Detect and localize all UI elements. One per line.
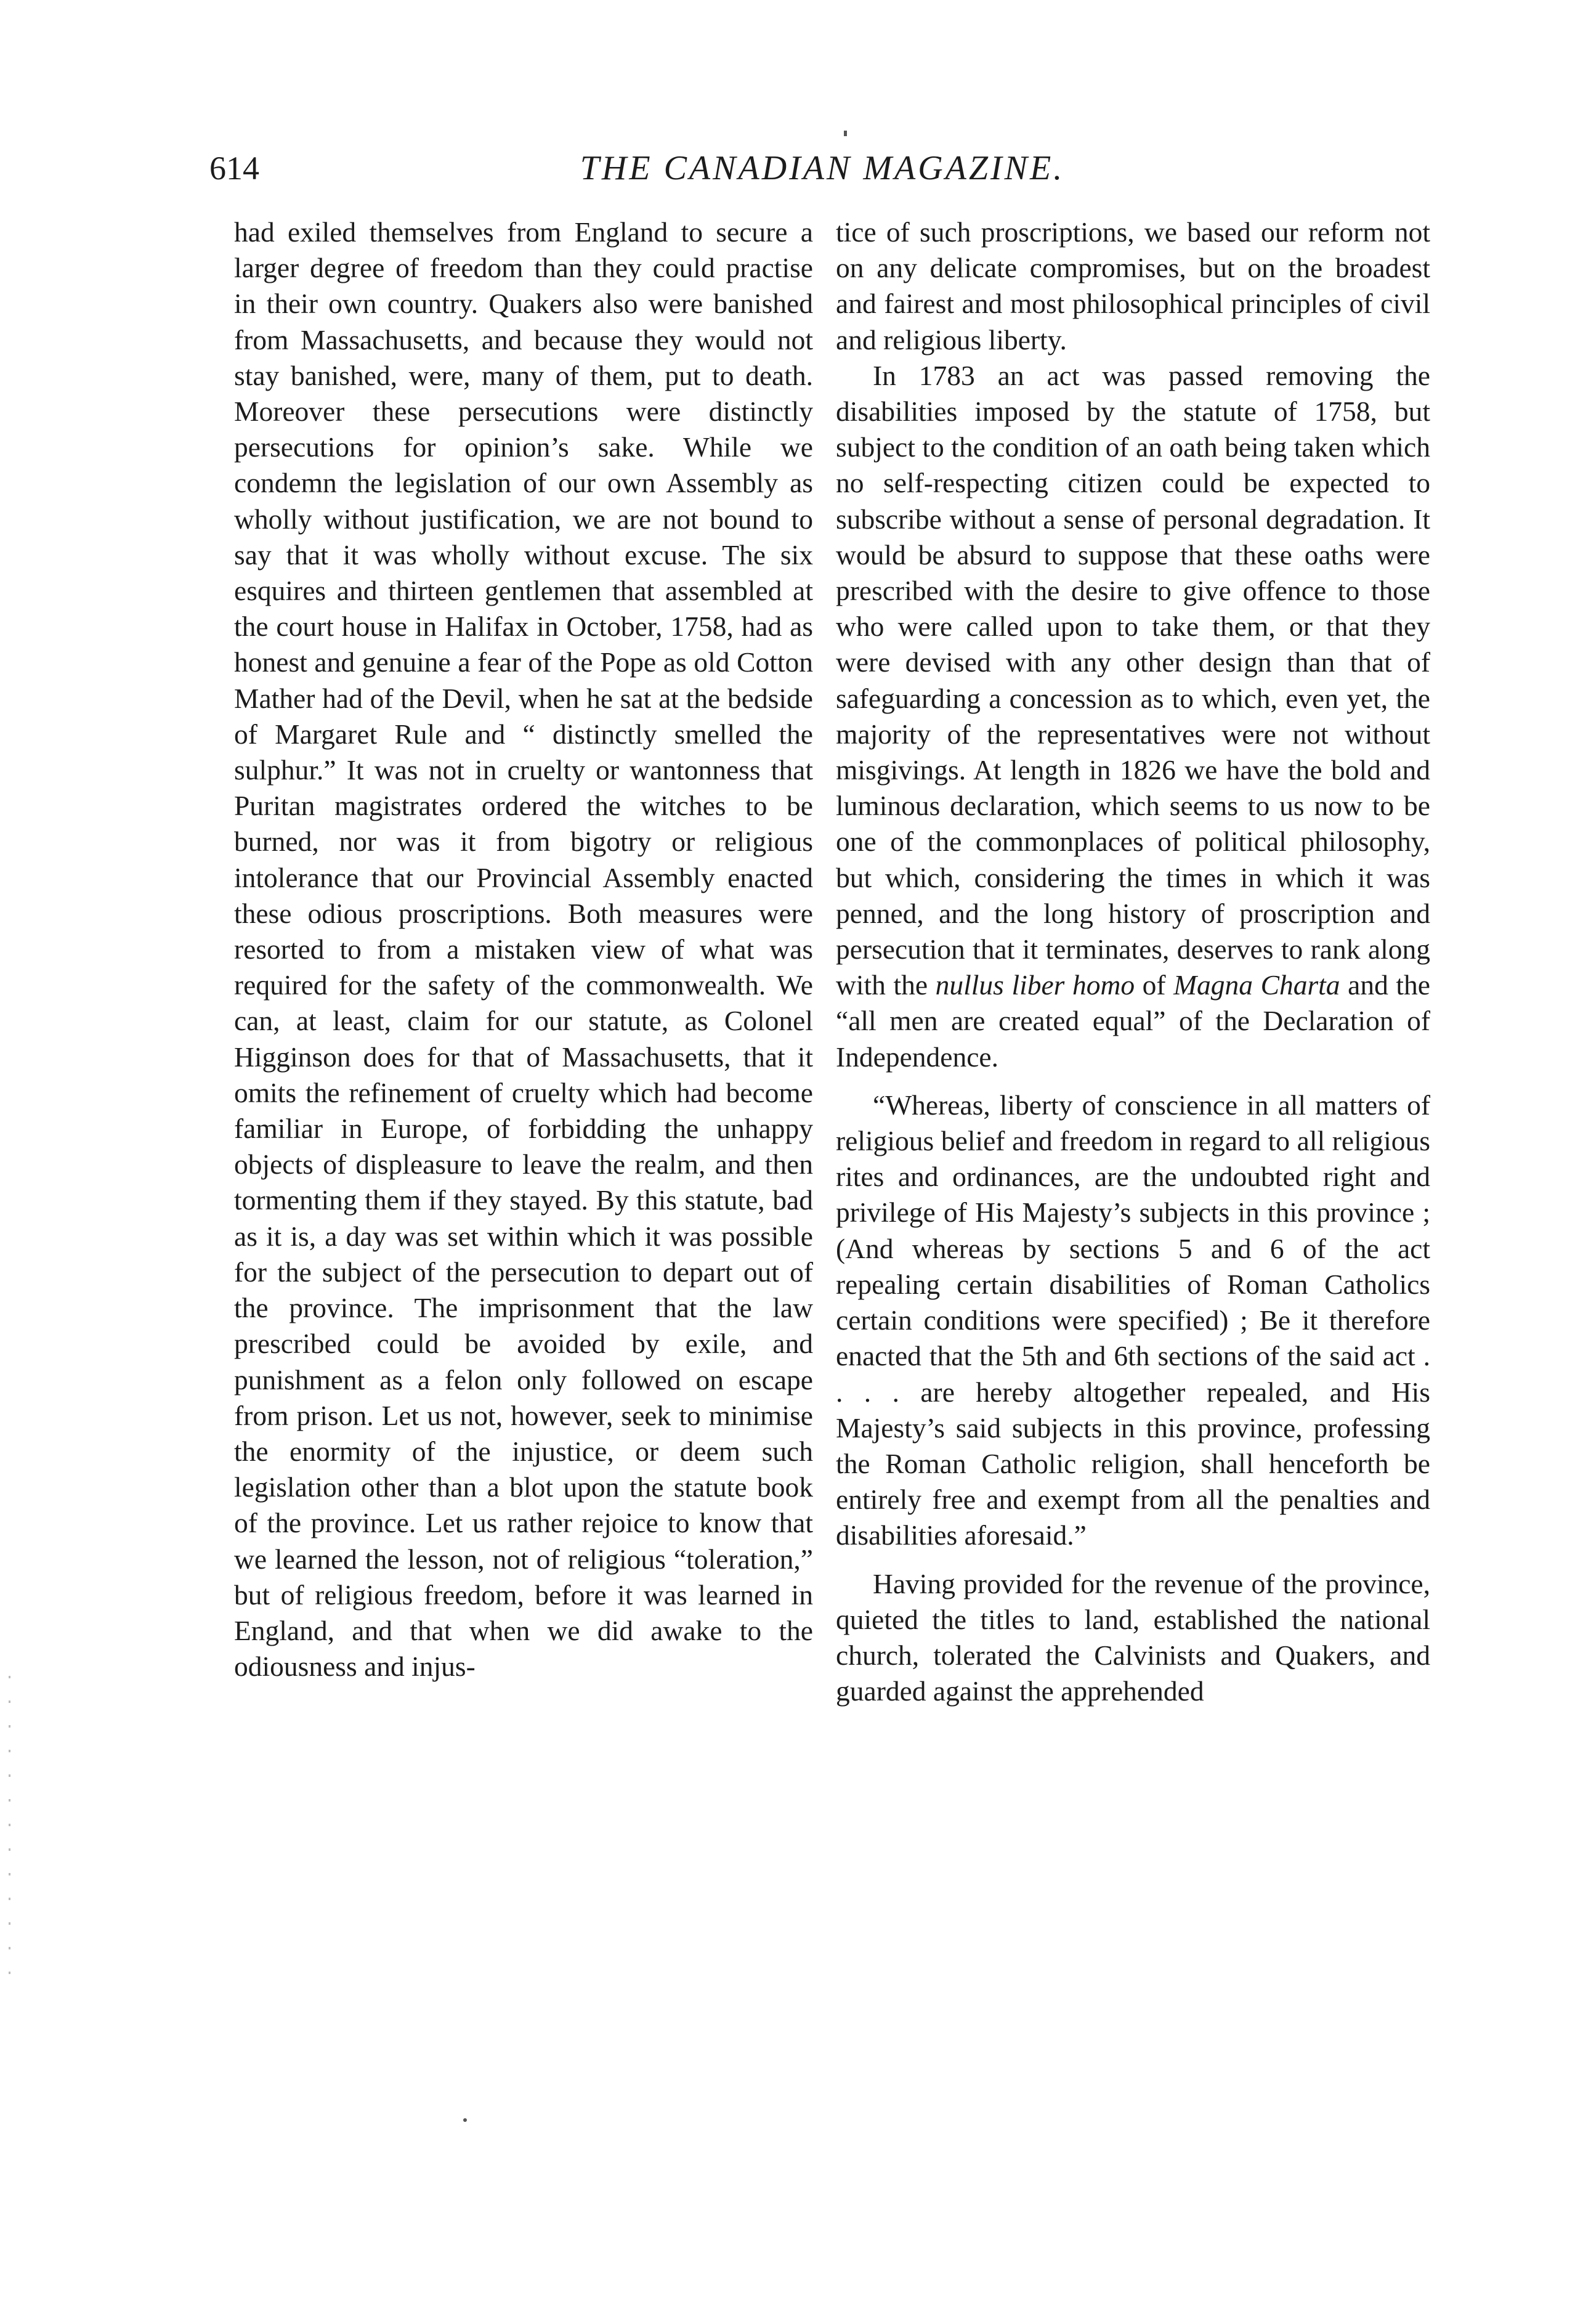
- latin-phrase: nullus liber homo: [935, 969, 1135, 1001]
- magna-charta-title: Magna Charta: [1173, 969, 1340, 1001]
- right-paragraph-1: tice of such proscriptions, we based our reform not on any delicate compromises, but on the broadest and fairest and most philosophical principles of civil and religious liberty.: [836, 216, 1430, 356]
- right-paragraph-3-quotation: “Whereas, liberty of conscience in all matters of religious belief and freedom in regard to all religious rites and ordinances, are the undoubted right and privilege of His Majesty’s subjects in this province ; (And whereas by sections 5 and 6 of the act repealing certain disabilities of Roman Catholics certain conditions were specified) ; Be it therefore enacted that the 5th and 6th sections of the said act . . . . are hereby altogether repealed, and His Majesty’s said subjects in this province, professing the Roman Catholic religion, shall henceforth be entirely free and exempt from all the penalties and disabilities aforesaid.”: [836, 1089, 1430, 1551]
- paragraph-2-text-after: and the “all men are created equal” of the Declaration of Independence.: [836, 969, 1430, 1073]
- right-paragraph-2: [836, 358, 1430, 1075]
- page-header: [209, 140, 1435, 196]
- print-mark: [844, 131, 847, 136]
- print-speck: [463, 2118, 467, 2122]
- right-column: [836, 214, 1430, 1709]
- left-paragraph-1: had exiled themselves from England to secure a larger degree of freedom than they could practise in their own country. Quakers also were banished from Massachusetts, and because they would not stay banished, were, many of them, put to death. Moreover these persecutions were distinctly persecutions for opinion’s sake. While we condemn the legislation of our own Assembly as wholly without justification, we are not bound to say that it was wholly without excuse. The six esquires and thirteen gentlemen that assembled at the court house in Halifax in October, 1758, had as honest and genuine a fear of the Pope as old Cotton Mather had of the Devil, when he sat at the bedside of Margaret Rule and “ distinctly smelled the sulphur.” It was not in cruelty or wantonness that Puritan magistrates ordered the witches to be burned, nor was it from bigotry or religious intolerance that our Provincial Assembly enacted these odious proscriptions. Both measures were resorted to from a mistaken view of what was required for the safety of the commonwealth. We can, at least, claim for our statute, as Colonel Higginson does for that of Massachusetts, that it omits the refinement of cruelty which had become familiar in Europe, of forbidding the unhappy objects of displeasure to leave the realm, and then tormenting them if they stayed. By this statute, bad as it is, a day was set within which it was possible for the subject of the persecution to depart out of the province. The imprisonment that the law prescribed could be avoided by exile, and punishment as a felon only followed on escape from prison. Let us not, however, seek to minimise the enormity of the injustice, or deem such legislation other than a blot upon the statute book of the province. Let us rather rejoice to know that we learned the lesson, not of religious “toleration,” but of religious freedom, before it was learned in England, and that when we did awake to the odiousness and injus-: [234, 216, 813, 1683]
- right-paragraph-4: Having provided for the revenue of the province, quieted the titles to land, established the national church, tolerated the Calvinists and Quakers, and guarded against the apprehended: [836, 1567, 1430, 1707]
- page-number: 614: [209, 150, 259, 187]
- left-column: [234, 214, 813, 1684]
- paragraph-2-text-middle: of: [1142, 969, 1166, 1001]
- paragraph-2-text-before: In 1783 an act was passed removing the disabilities imposed by the statute of 1758, but subject to the condition of an oath being taken which no self-respecting citizen could be expected to subscribe without a sense of personal degradation. It would be absurd to suppose that these oaths were prescribed with the desire to give offence to those who were called upon to take them, or that they were devised with any other design than that of safeguarding a concession as to which, even yet, the majority of the representatives were not without misgivings. At length in 1826 we have the bold and luminous declaration, which seems to us now to be one of the commonplaces of political philosophy, but which, considering the times in which it was penned, and the long history of proscription and persecution that it terminates, deserves to rank along with the: [836, 359, 1430, 1001]
- margin-dots: [9, 1676, 10, 1984]
- running-title: THE CANADIAN MAGAZINE.: [580, 149, 1065, 187]
